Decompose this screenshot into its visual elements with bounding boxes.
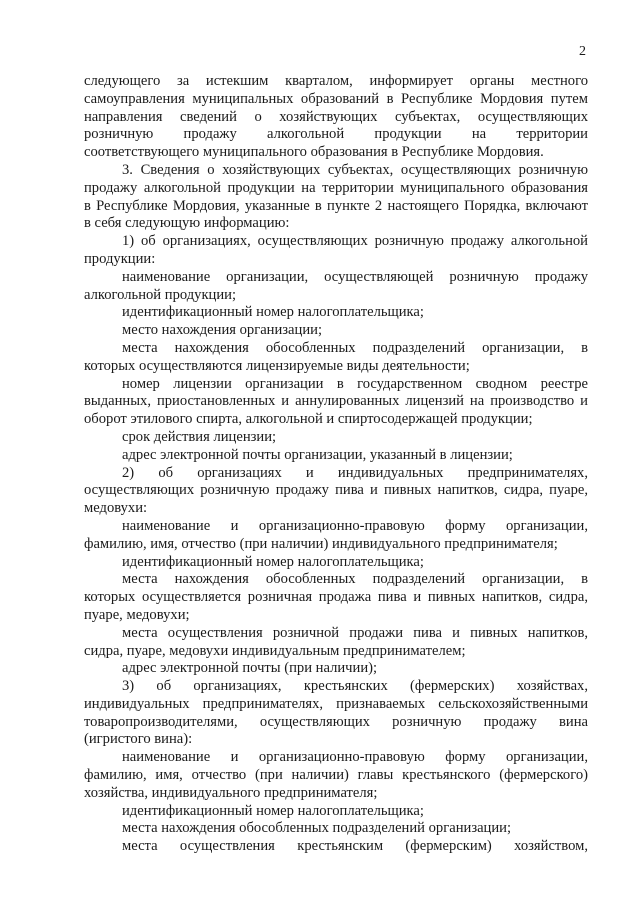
text-line: самоуправления муниципальных образований в Республике Мордовия путем bbox=[84, 90, 588, 107]
text-line: наименование и организационно-правовую форму организации, bbox=[122, 749, 588, 766]
text-line: (игристого вина): bbox=[84, 731, 193, 748]
text-line: адрес электронной почты организации, указанный в лицензии; bbox=[122, 446, 513, 463]
text-line: 3) об организациях, крестьянских (фермерских) хозяйствах, bbox=[122, 678, 588, 695]
document-body bbox=[84, 73, 588, 856]
text-line: срок действия лицензии; bbox=[122, 428, 277, 445]
text-line: продажу алкогольной продукции на территории муниципального образования bbox=[84, 179, 588, 196]
text-line: место нахождения организации; bbox=[122, 322, 323, 339]
text-line: соответствующего муниципального образования в Республике Мордовия. bbox=[84, 144, 544, 161]
text-line: 3. Сведения о хозяйствующих субъектах, осуществляющих розничную bbox=[122, 161, 588, 178]
page-number: 2 bbox=[579, 44, 586, 59]
text-line: сидра, пуаре, медовухи индивидуальным предпринимателем; bbox=[84, 642, 466, 659]
text-line: идентификационный номер налогоплательщика; bbox=[122, 553, 424, 570]
text-line: места нахождения обособленных подразделений организации; bbox=[122, 820, 512, 837]
text-line: индивидуальных предпринимателях, признаваемых сельскохозяйственными bbox=[84, 695, 588, 712]
text-line: в себя следующую информацию: bbox=[84, 215, 290, 232]
text-line: алкогольной продукции; bbox=[84, 286, 237, 303]
text-line: фамилию, имя, отчество (при наличии) индивидуального предпринимателя; bbox=[84, 535, 558, 552]
text-line: направления сведений о хозяйствующих субъектах, осуществляющих bbox=[84, 108, 588, 125]
text-line: адрес электронной почты (при наличии); bbox=[122, 660, 378, 677]
text-line: 2) об организациях и индивидуальных предпринимателях, bbox=[122, 464, 588, 481]
text-line: осуществляющих розничную продажу пива и пивных напитков, сидра, пуаре, bbox=[84, 482, 588, 499]
text-line: идентификационный номер налогоплательщика; bbox=[122, 304, 424, 321]
text-line: розничную продажу алкогольной продукции на территории bbox=[84, 126, 588, 143]
text-line: места нахождения обособленных подразделений организации, в bbox=[122, 571, 588, 588]
text-line: места нахождения обособленных подразделений организации, в bbox=[122, 339, 588, 356]
text-line: продукции: bbox=[84, 250, 156, 267]
text-line: следующего за истекшим кварталом, информирует органы местного bbox=[84, 73, 588, 89]
text-line: пуаре, медовухи; bbox=[84, 606, 190, 623]
text-line: в Республике Мордовия, указанные в пункте 2 настоящего Порядка, включают bbox=[84, 197, 588, 214]
text-line: выданных, приостановленных и аннулированных лицензий на производство и bbox=[84, 393, 588, 410]
text-line: медовухи: bbox=[84, 500, 148, 517]
text-line: места осуществления розничной продажи пива и пивных напитков, bbox=[122, 624, 588, 641]
text-line: наименование и организационно-правовую форму организации, bbox=[122, 517, 588, 534]
text-line: которых осуществляется розничная продажа пива и пивных напитков, сидра, bbox=[84, 589, 588, 606]
text-line: оборот этилового спирта, алкогольной и спиртосодержащей продукции; bbox=[84, 411, 533, 428]
text-line: 1) об организациях, осуществляющих розничную продажу алкогольной bbox=[122, 233, 588, 250]
text-line: наименование организации, осуществляющей розничную продажу bbox=[122, 268, 588, 285]
text-line: хозяйства, индивидуального предпринимателя; bbox=[84, 784, 378, 801]
text-line: фамилию, имя, отчество (при наличии) главы крестьянского (фермерского) bbox=[84, 767, 588, 784]
text-line: номер лицензии организации в государственном сводном реестре bbox=[122, 375, 588, 392]
text-line: товаропроизводителями, осуществляющих розничную продажу вина bbox=[84, 713, 588, 730]
text-line: идентификационный номер налогоплательщика; bbox=[122, 802, 424, 819]
text-line: места осуществления крестьянским (фермерским) хозяйством, bbox=[122, 838, 588, 855]
text-line: которых осуществляются лицензируемые виды деятельности; bbox=[84, 357, 470, 374]
